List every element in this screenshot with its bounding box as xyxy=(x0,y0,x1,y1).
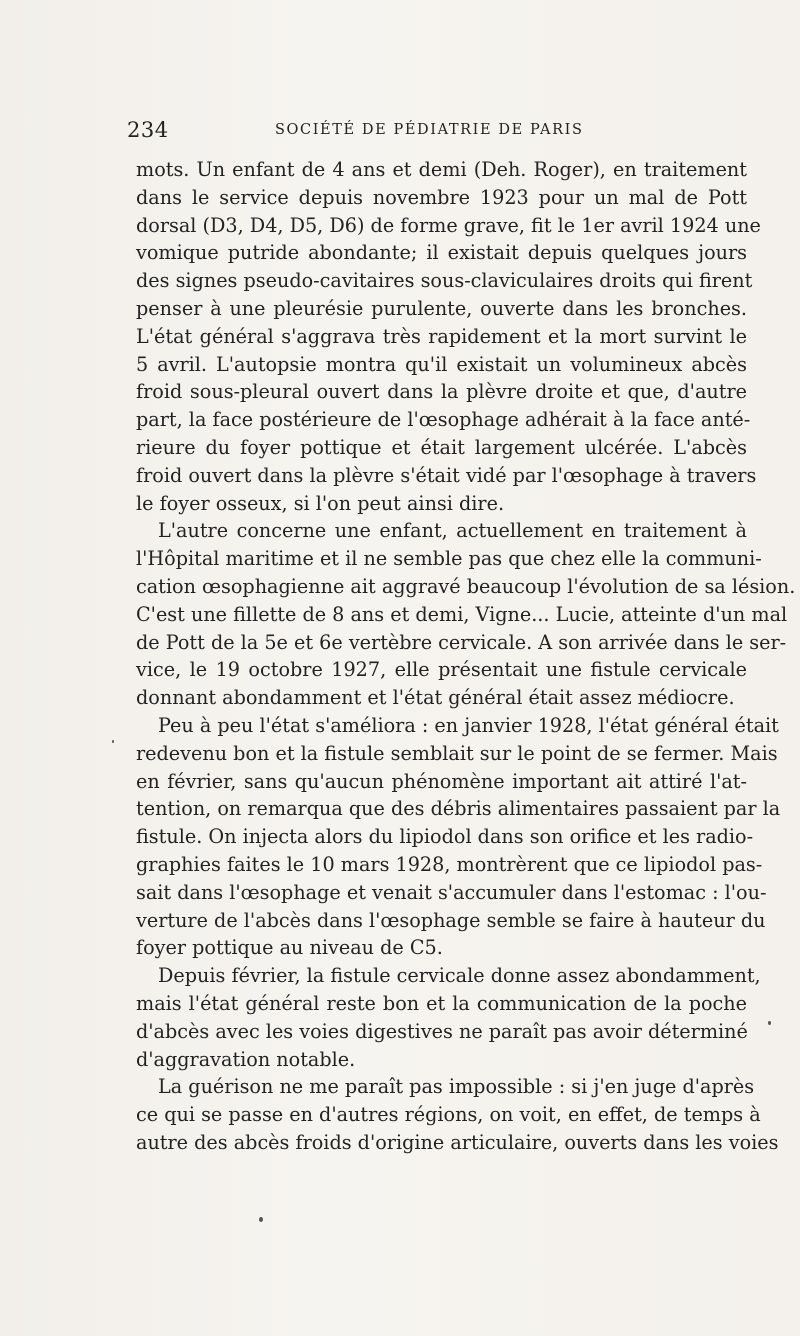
paragraph-4 xyxy=(136,962,761,1073)
text-line: verture de l'abcès dans l'œsophage semble se faire à hauteur du xyxy=(136,908,766,932)
page-header xyxy=(127,118,747,148)
text-line: fistule. On injecta alors du lipiodol dans son orifice et les radio- xyxy=(136,825,754,849)
text-line: dorsal (D3, D4, D5, D6) de forme grave, fit le 1er avril 1924 une xyxy=(136,213,761,237)
text-line: part, la face postérieure de l'œsophage adhérait à la face anté- xyxy=(136,408,751,432)
text-line: tention, on remarqua que des débris alimentaires passaient par la xyxy=(136,797,781,821)
text-line: de Pott de la 5e et 6e vertèbre cervicale. A son arrivée dans le ser- xyxy=(136,630,787,654)
text-line: Peu à peu l'état s'améliora : en janvier 1928, l'état général était xyxy=(158,713,779,737)
text-line: La guérison ne me paraît pas impossible : si j'en juge d'après xyxy=(158,1075,755,1099)
ink-speck xyxy=(768,1021,771,1025)
text-line: Depuis février, la fistule cervicale donne assez abondamment, xyxy=(158,964,761,988)
text-line: donnant abondamment et l'état général était assez médiocre. xyxy=(136,686,735,710)
text-line: sait dans l'œsophage et venait s'accumuler dans l'estomac : l'ou- xyxy=(136,880,767,904)
page-number: 234 xyxy=(127,118,169,142)
text-line: rieure du foyer pottique et était largement ulcérée. L'abcès xyxy=(136,435,747,459)
text-line: ce qui se passe en d'autres régions, on voit, en effet, de temps à xyxy=(136,1103,761,1127)
text-line: froid ouvert dans la plèvre s'était vidé par l'œsophage à travers xyxy=(136,463,757,487)
paragraph-3 xyxy=(136,712,781,962)
running-head: SOCIÉTÉ DE PÉDIATRIE DE PARIS xyxy=(275,122,584,138)
text-line: le foyer osseux, si l'on peut ainsi dire. xyxy=(136,491,505,515)
text-line: L'autre concerne une enfant, actuellement en traitement à xyxy=(158,519,747,543)
text-line: cation œsophagienne ait aggravé beaucoup l'évolution de sa lésion. xyxy=(136,574,796,598)
text-line: foyer pottique au niveau de C5. xyxy=(136,936,443,960)
ink-speck xyxy=(259,1217,263,1222)
text-line: dans le service depuis novembre 1923 pour un mal de Pott xyxy=(136,185,747,209)
ink-speck xyxy=(112,740,114,743)
text-line: froid sous-pleural ouvert dans la plèvre droite et que, d'autre xyxy=(136,380,747,404)
text-line: vice, le 19 octobre 1927, elle présentait une fistule cervicale xyxy=(136,658,747,682)
text-line: autre des abcès froids d'origine articulaire, ouverts dans les voies xyxy=(136,1130,779,1154)
text-line: mots. Un enfant de 4 ans et demi (Deh. Roger), en traitement xyxy=(136,158,747,181)
text-line: L'état général s'aggrava très rapidement et la mort survint le xyxy=(136,324,747,348)
text-line: en février, sans qu'aucun phénomène important ait attiré l'at- xyxy=(136,769,747,793)
text-line: des signes pseudo-cavitaires sous-claviculaires droits qui firent xyxy=(136,269,753,293)
text-line: C'est une fillette de 8 ans et demi, Vigne... Lucie, atteinte d'un mal xyxy=(136,602,788,626)
text-line: vomique putride abondante; il existait depuis quelques jours xyxy=(136,241,747,265)
text-line: penser à une pleurésie purulente, ouverte dans les bronches. xyxy=(136,296,747,320)
text-line: d'aggravation notable. xyxy=(136,1047,356,1071)
body-text xyxy=(136,156,796,1157)
paragraph-5 xyxy=(136,1073,779,1156)
text-line: graphies faites le 10 mars 1928, montrèrent que ce lipiodol pas- xyxy=(136,852,763,876)
paragraph-2 xyxy=(136,517,796,712)
text-line: d'abcès avec les voies digestives ne paraît pas avoir déterminé xyxy=(136,1019,748,1043)
paragraph-1 xyxy=(136,156,761,517)
text-line: l'Hôpital maritime et il ne semble pas que chez elle la communi- xyxy=(136,547,762,571)
text-line: redevenu bon et la fistule semblait sur le point de se fermer. Mais xyxy=(136,741,778,765)
text-line: mais l'état général reste bon et la communication de la poche xyxy=(136,991,747,1015)
text-line: 5 avril. L'autopsie montra qu'il existait un volumineux abcès xyxy=(136,352,747,376)
